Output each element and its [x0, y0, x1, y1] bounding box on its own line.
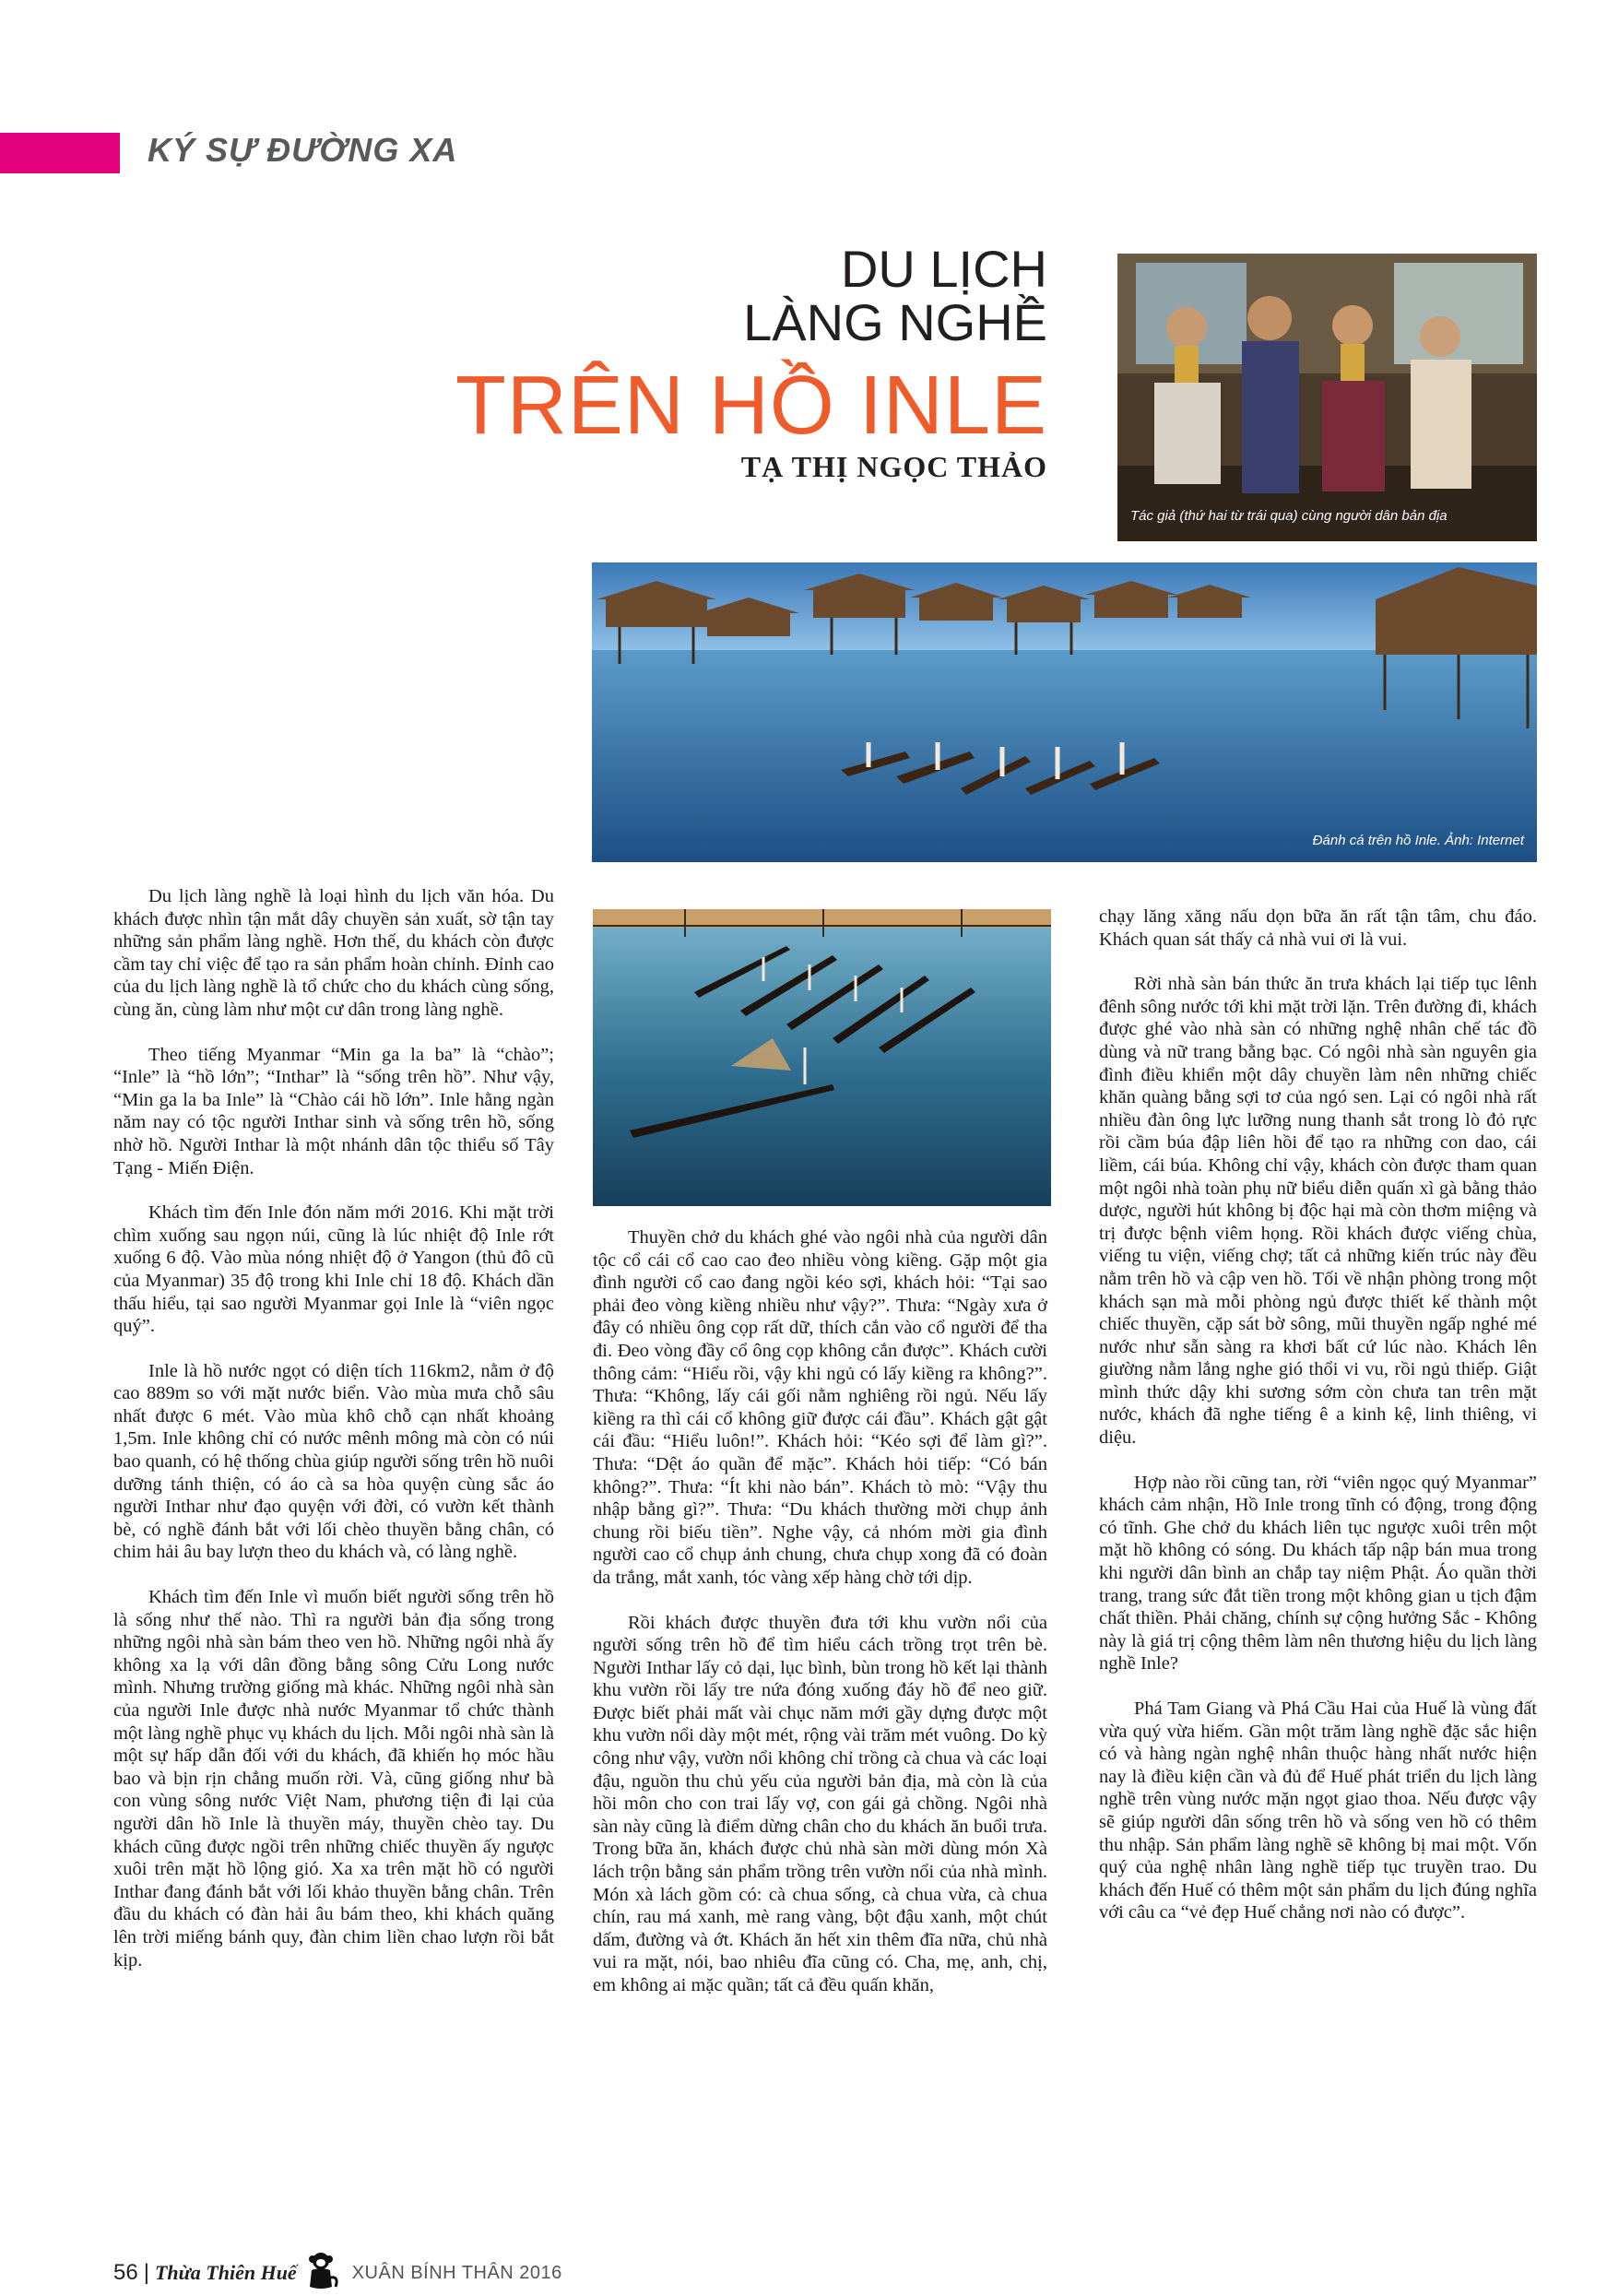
issue-label: XUÂN BÍNH THÂN 2016 — [351, 2262, 562, 2283]
paragraph: Du lịch làng nghề là loại hình du lịch văn hóa. Du khách được nhìn tận mắt dây chuyền sản xuất, sờ tận tay những sản phẩm làng nghề. Hơn thế, du khách còn được cầm tay chỉ việc để tạo ra sản phẩm hoàn chỉnh. Đỉnh cao của du lịch làng nghề là tổ chức cho du khách cùng sống, cùng ăn, cùng làm như một cư dân trong làng nghề. — [113, 886, 554, 1020]
title-line-3: TRÊN HỒ INLE — [455, 360, 1047, 452]
photo-author-with-locals — [1117, 254, 1537, 541]
page-footer — [113, 2250, 562, 2296]
body-column-1 — [113, 885, 554, 1994]
footer-separator: | — [143, 2260, 149, 2285]
page-number: 56 — [113, 2260, 138, 2285]
paragraph: Rồi khách được thuyền đưa tới khu vườn nổi của người sống trên hồ để tìm hiểu cách trồng trọt trên bè. Người Inthar lấy cỏ dại, lục bình, bùn trong hồ kết lại thành khu vườn rồi lấy tre nứa đóng xuống đáy hồ để neo giữ. Được biết phải mất vài chục năm mới gầy dựng được một khu vườn nổi dày một mét, rộng vài trăm mét vuông. Do kỳ công như vậy, vườn nổi không chỉ trồng cà chua và các loại đậu, nguồn thu chủ yếu của người bản địa, mà còn là của hồi môn cho con trai lấy vợ, con gái gả chồng. Ngôi nhà sàn này cũng là điểm dừng chân cho du khách ăn buổi trưa. Trong bữa ăn, khách được chủ nhà sàn mời dùng món Xà lách trộn bằng sản phẩm trồng trên vườn nổi của nhà mình. Món xà lách gồm có: cà chua sống, cà chua vừa, cà chua chín, rau má xanh, mè rang vàng, bột đậu xanh, một chút dấm, đường và ớt. Khách ăn hết xin thêm đĩa nữa, chủ nhà vui ra mặt, nói, bao nhiêu đĩa cũng có. Cha, mẹ, anh, chị, em không ai mặc quần; tất cả đều quấn khăn, — [593, 1612, 1047, 1995]
body-column-2 — [593, 1226, 1047, 2019]
body-column-3 — [1099, 905, 1537, 1947]
photo-leg-rowing-fishermen — [593, 909, 1051, 1206]
magazine-name: Thừa Thiên Huế — [154, 2261, 297, 2284]
title-line-1: DU LỊCH — [840, 240, 1047, 298]
paragraph: Phá Tam Giang và Phá Cầu Hai của Huế là vùng đất vừa quý vừa hiếm. Gần một trăm làng nghề đặc sắc hiện có và hàng ngàn nghệ nhân thuộc hàng nhất nước hiện nay là điều kiện cần và đủ để Huế phát triển du lịch làng nghề trên vùng nước mặn ngọt giao thoa. Nếu được vậy sẽ giúp người dân sống trên hồ và sống ven hồ có thêm thu nhập. Sản phẩm làng nghề sẽ không bị mai một. Vốn quý của nghệ nhân làng nghề tiếp tục truyền trao. Du khách đến Huế có thêm một sản phẩm du lịch đúng nghĩa với câu ca “vẻ đẹp Huế chẳng nơi nào có được”. — [1099, 1698, 1537, 1923]
photo2-caption: Đánh cá trên hồ Inle. Ảnh: Internet — [1312, 833, 1524, 848]
paragraph: Inle là hồ nước ngọt có diện tích 116km2, nằm ở độ cao 889m so với mặt nước biển. Vào mùa mưa chỗ sâu nhất được 6 mét. Vào mùa khô chỗ cạn nhất khoảng 1,5m. Inle không chỉ có nước mênh mông mà còn có núi bao quanh, có hệ thống chùa giúp người sống trên hồ nuôi dưỡng tánh thiện, có áo cà sa hòa quyện cùng sắc áo người Inthar như đạo quyện với đời, có vườn kết thành bè, có nghề đánh bắt với lối chèo thuyền bằng chân, có chim hải âu bay lượn theo du khách và, có làng nghề. — [113, 1360, 554, 1563]
paragraph: chạy lăng xăng nấu dọn bữa ăn rất tận tâm, chu đáo. Khách quan sát thấy cả nhà vui ơi là vui. — [1099, 906, 1537, 950]
section-accent-bar — [0, 133, 120, 173]
paragraph: Khách tìm đến Inle đón năm mới 2016. Khi mặt trời chìm xuống sau ngọn núi, cũng là lúc nhiệt độ Inle rớt xuống 6 độ. Vào mùa nóng nhiệt độ ở Yangon (thủ đô cũ của Myanmar) 35 độ trong khi Inle chỉ 18 độ. Khách dần thấu hiểu, tại sao người Myanmar gọi Inle là “viên ngọc quý”. — [113, 1202, 554, 1337]
section-label: KÝ SỰ ĐƯỜNG XA — [148, 131, 458, 169]
author-byline: TẠ THỊ NGỌC THẢO — [740, 450, 1047, 483]
paragraph: Thuyền chở du khách ghé vào ngôi nhà của người dân tộc cổ cái cổ cao cao đeo nhiều vòng kiềng. Gặp một gia đình người cổ cao đang ngồi kéo sợi, khách hỏi: “Tại sao phải đeo vòng kiềng nhiều như vậy?”. Thưa: “Ngày xưa ở đây có nhiều ông cọp rất dữ, thích cắn vào cổ người để tha đi. Đeo vòng đầy cổ ông cọp không cắn được”. Khách cười thông cảm: “Hiểu rồi, vậy khi ngủ có lấy kiềng ra không?”. Thưa: “Không, lấy cái gối nằm nghiêng rồi ngủ. Nếu lấy kiềng ra thì cái cổ không giữ được cái đầu”. Khách gật gật cái đầu: “Hiểu luôn!”. Khách hỏi: “Kéo sợi để làm gì?”. Thưa: “Dệt áo quần để mặc”. Khách hỏi tiếp: “Có bán không?”. Thưa: “Ít khi nào bán”. Khách tò mò: “Vậy thu nhập bằng gì?”. Thưa: “Du khách thường mời chụp ảnh chung rồi biếu tiền”. Nghe vậy, cả nhóm mời gia đình người cao cổ chụp ảnh chung, chưa chụp xong đã có đoàn da trắng, mắt xanh, tóc vàng xếp hàng chờ tới dịp. — [593, 1227, 1047, 1588]
monkey-logo-icon — [302, 2250, 339, 2296]
paragraph: Hợp nào rồi cũng tan, rời “viên ngọc quý Myanmar” khách cảm nhận, Hồ Inle trong tĩnh có động, trong động có tĩnh. Ghe chở du khách liên tục ngược xuôi trên một mặt hồ không có sóng. Du khách tấp nập bán mua trong khi người dân bình an chắp tay niệm Phật. Áo quần thời trang, trang sức đắt tiền trong một không gian u tịch đậm chất thiền. Phải chăng, chính sự cộng hưởng Sắc - Không này là giá trị cộng thêm làm nên thương hiệu du lịch làng nghề Inle? — [1099, 1472, 1537, 1675]
paragraph: Rời nhà sàn bán thức ăn trưa khách lại tiếp tục lênh đênh sông nước tới khi mặt trời lặn. Trên đường đi, khách được ghé vào nhà sàn có những nghệ nhân chế tác đồ dùng và nữ trang bằng bạc. Có ngôi nhà sàn nguyên gia đình điều khiển một dây chuyền làm nên những chiếc khăn quàng bằng sợi tơ của ngó sen. Lại có ngôi nhà rất nhiều đàn ông lực lưỡng nung thanh sắt trong lò đỏ rực rồi cầm búa đập liên hồi để tạo ra những con dao, cái liềm, cái búa. Không chỉ vậy, khách còn được tham quan một ngôi nhà toàn phụ nữ biểu diễn quấn xì gà bằng thảo dược, người hút không bị độc hại mà còn thơm miệng và trị được bệnh viêm họng. Rồi khách được viếng chùa, viếng tu viện, viếng chợ; tất cả những kiến trúc này đều nằm trên hồ và cập ven hồ. Tối về nhận phòng trong một khách sạn mà mỗi phòng ngủ được thiết kế thành một chiếc thuyền, cặp sát bờ sông, mũi thuyền ngấp nghé mé nước như sẵn sàng ra khơi bất cứ lúc nào. Khách lên giường nằm lắng nghe gió thổi vi vu, rồi ngủ thiếp. Giật mình thức dậy khi sương sớm còn chưa tan trên mặt nước, khách đã nghe tiếng ê a kinh kệ, linh thiêng, vi diệu. — [1099, 974, 1537, 1449]
paragraph: Khách tìm đến Inle vì muốn biết người sống trên hồ là sống như thế nào. Thì ra người bản địa sống trong những ngôi nhà sàn bám theo ven hồ. Những ngôi nhà ấy không xa lạ với dân đồng bằng sông Cửu Long nước mình. Nhưng trường giống mà khác. Những ngôi nhà sàn của người Inle được nhà nước Myanmar tổ chức thành một làng nghề phục vụ khách du lịch. Mỗi ngôi nhà sàn là một sự hấp dẫn đối với du khách, đã khiến họ móc hầu bao và bịn rịn chẳng muốn rời. Và, cũng giống như bà con vùng sông nước Việt Nam, phương tiện đi lại của người dân hồ Inle là thuyền máy, thuyền chèo tay. Du khách cũng được ngồi trên những chiếc thuyền ấy ngược xuôi trên mặt hồ lộng gió. Xa xa trên mặt hồ có người Inthar đang đánh bắt với lối khảo thuyền bằng chân. Trên đầu du khách có đàn hải âu bám theo, khi khách quăng lên trời miếng bánh quy, đàn chim liền chao lượn rồi bắt kịp. — [113, 1587, 554, 1971]
photo1-caption: Tác giả (thứ hai từ trái qua) cùng người dân bản địa — [1130, 508, 1447, 524]
photo-lake-stilt-houses — [592, 562, 1537, 862]
title-line-2: LÀNG NGHỀ — [743, 293, 1047, 351]
paragraph: Theo tiếng Myanmar “Min ga la ba” là “chào”; “Inle” là “hồ lớn”; “Inthar” là “sống trên hồ”. Như vậy, “Min ga la ba Inle” là “Chào cái hồ lớn”. Inle hằng ngàn năm nay có tộc người Inthar sinh và sống trên hồ, sống nhờ hồ. Người Inthar là một nhánh dân tộc thiểu số Tây Tạng - Miến Điện. — [113, 1044, 554, 1178]
